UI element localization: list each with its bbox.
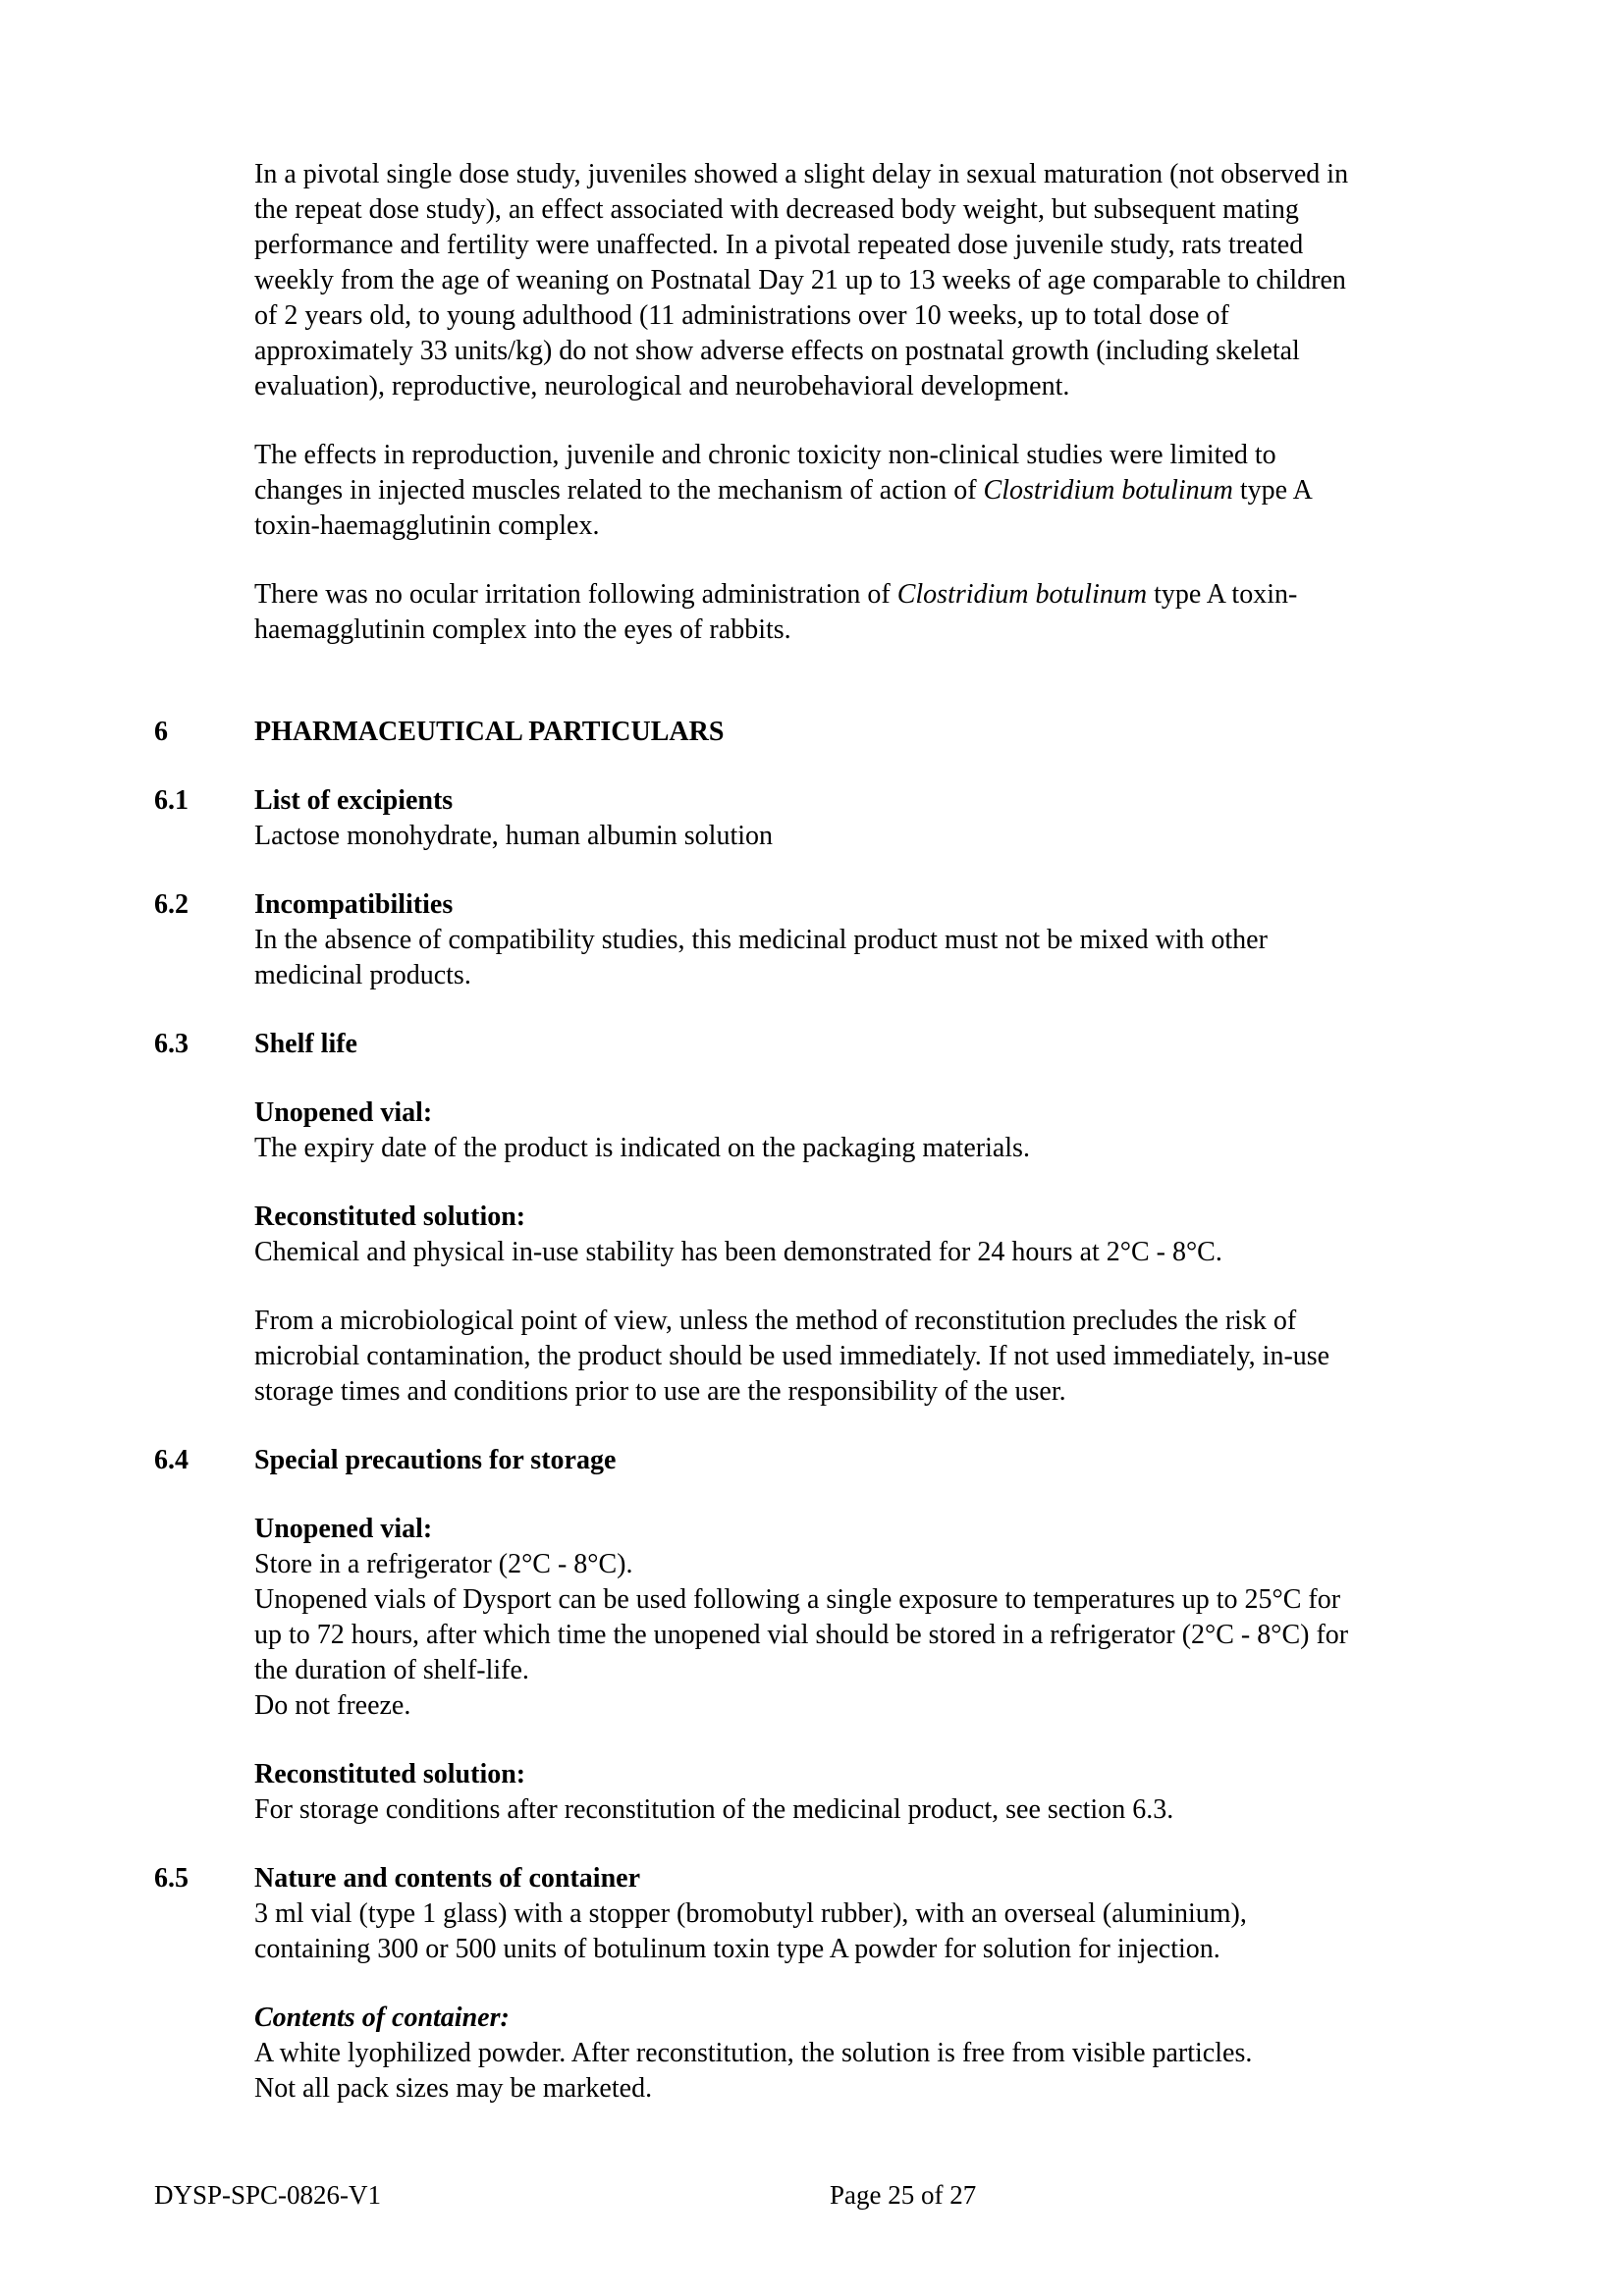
text-line: In a pivotal single dose study, juveniles showed a slight delay in sexual maturation (not observed in (254, 159, 1349, 189)
text-line: From a microbiological point of view, unless the method of reconstitution precludes the risk of (254, 1306, 1297, 1336)
text-line: The expiry date of the product is indicated on the packaging materials. (254, 1133, 1030, 1163)
text-line: weekly from the age of weaning on Postnatal Day 21 up to 13 weeks of age comparable to children (254, 265, 1346, 295)
text-line: approximately 33 units/kg) do not show adverse effects on postnatal growth (including skeletal (254, 336, 1300, 366)
text-line: of 2 years old, to young adulthood (11 administrations over 10 weeks, up to total dose of (254, 300, 1229, 331)
text-line: A white lyophilized powder. After reconstitution, the solution is free from visible particles. (254, 2038, 1253, 2068)
page-number: Page 25 of 27 (830, 2180, 977, 2210)
species-name-italic: Clostridium botulinum (896, 579, 1148, 610)
section-title: Shelf life (254, 1029, 357, 1059)
section-number: 6.4 (154, 1445, 189, 1475)
text-line: performance and fertility were unaffected. In a pivotal repeated dose juvenile study, rats treated (254, 230, 1304, 260)
text-line: The effects in reproduction, juvenile and chronic toxicity non-clinical studies were limited to (254, 440, 1276, 470)
text-line: Do not freeze. (254, 1690, 411, 1721)
text-line: Lactose monohydrate, human albumin solution (254, 821, 774, 851)
section-number: 6.1 (154, 785, 189, 816)
subheading: Contents of container: (254, 2002, 510, 2033)
section-number: 6 (154, 717, 168, 747)
text-line: evaluation), reproductive, neurological and neurobehavioral development. (254, 371, 1070, 401)
text-line: medicinal products. (254, 960, 471, 990)
text-line: Store in a refrigerator (2°C - 8°C). (254, 1549, 633, 1579)
text-line: toxin-haemagglutinin complex. (254, 510, 600, 541)
text-line: containing 300 or 500 units of botulinum toxin type A powder for solution for injection. (254, 1934, 1220, 1964)
text-line: Chemical and physical in-use stability has been demonstrated for 24 hours at 2°C - 8°C. (254, 1237, 1222, 1267)
text-line (254, 473, 1313, 508)
subheading: Unopened vial: (254, 1097, 433, 1128)
text-line: Not all pack sizes may be marketed. (254, 2073, 653, 2104)
section-number: 6.3 (154, 1029, 189, 1059)
text-run: type A (1232, 475, 1313, 506)
text-line: up to 72 hours, after which time the unopened vial should be stored in a refrigerator (2°C - 8°C) for (254, 1620, 1349, 1650)
subheading: Reconstituted solution: (254, 1201, 526, 1232)
section-number: 6.5 (154, 1863, 189, 1894)
text-line: 3 ml vial (type 1 glass) with a stopper (bromobutyl rubber), with an overseal (aluminium), (254, 1898, 1247, 1929)
text-line: the duration of shelf-life. (254, 1655, 529, 1685)
text-line: Unopened vials of Dysport can be used following a single exposure to temperatures up to 25°C for (254, 1584, 1341, 1615)
section-title: Special precautions for storage (254, 1445, 617, 1475)
text-line (254, 577, 1297, 613)
section-title: Nature and contents of container (254, 1863, 641, 1894)
text-run: changes in injected muscles related to the mechanism of action of (254, 475, 984, 506)
text-line: In the absence of compatibility studies, this medicinal product must not be mixed with other (254, 925, 1268, 955)
text-run: There was no ocular irritation following administration of (254, 579, 897, 610)
subheading: Unopened vial: (254, 1514, 433, 1544)
section-title: List of excipients (254, 785, 454, 816)
text-line: For storage conditions after reconstitution of the medicinal product, see section 6.3. (254, 1794, 1174, 1825)
text-line: storage times and conditions prior to use are the responsibility of the user. (254, 1376, 1066, 1407)
species-name-italic: Clostridium botulinum (983, 475, 1233, 506)
text-line: the repeat dose study), an effect associated with decreased body weight, but subsequent mating (254, 194, 1299, 225)
subheading: Reconstituted solution: (254, 1759, 526, 1789)
text-line: microbial contamination, the product should be used immediately. If not used immediately, in-use (254, 1341, 1330, 1371)
text-run: type A toxin- (1147, 579, 1298, 610)
section-title: PHARMACEUTICAL PARTICULARS (254, 717, 725, 747)
document-id: DYSP-SPC-0826-V1 (154, 2180, 382, 2210)
text-line: haemagglutinin complex into the eyes of rabbits. (254, 614, 791, 645)
section-title: Incompatibilities (254, 889, 454, 920)
section-number: 6.2 (154, 889, 189, 920)
